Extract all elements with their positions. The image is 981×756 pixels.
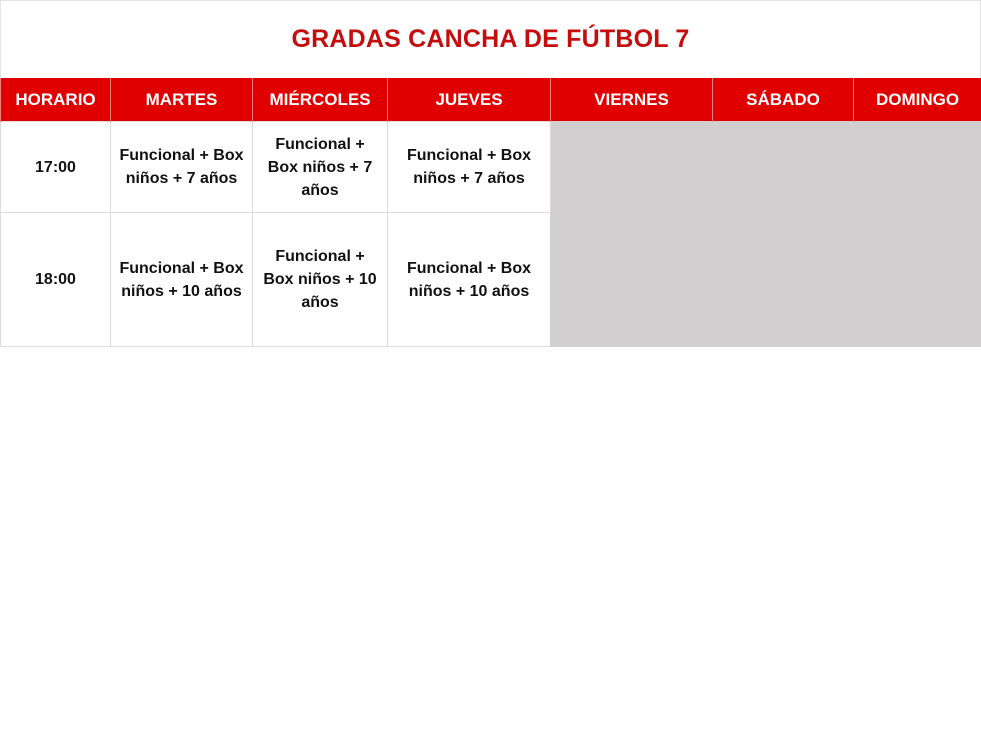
class-cell-miercoles: Funcional + Box niños + 7 años xyxy=(253,122,388,213)
class-cell-jueves: Funcional + Box niños + 7 años xyxy=(388,122,551,213)
schedule-table xyxy=(0,78,981,347)
column-header-jueves: JUEVES xyxy=(388,78,551,122)
class-cell-miercoles: Funcional + Box niños + 10 años xyxy=(253,213,388,347)
time-cell: 17:00 xyxy=(1,122,111,213)
title-bar xyxy=(0,0,981,78)
class-cell-martes: Funcional + Box niños + 7 años xyxy=(111,122,253,213)
header-row xyxy=(1,78,981,122)
column-header-miercoles: MIÉRCOLES xyxy=(253,78,388,122)
table-row xyxy=(1,122,981,213)
page-title: GRADAS CANCHA DE FÚTBOL 7 xyxy=(291,25,690,53)
class-cell-martes: Funcional + Box niños + 10 años xyxy=(111,213,253,347)
column-header-domingo: DOMINGO xyxy=(854,78,981,122)
column-header-horario: HORARIO xyxy=(1,78,111,122)
column-header-martes: MARTES xyxy=(111,78,253,122)
empty-weekend-block xyxy=(551,122,981,347)
column-header-viernes: VIERNES xyxy=(551,78,713,122)
time-cell: 18:00 xyxy=(1,213,111,347)
column-header-sabado: SÁBADO xyxy=(713,78,854,122)
class-cell-jueves: Funcional + Box niños + 10 años xyxy=(388,213,551,347)
